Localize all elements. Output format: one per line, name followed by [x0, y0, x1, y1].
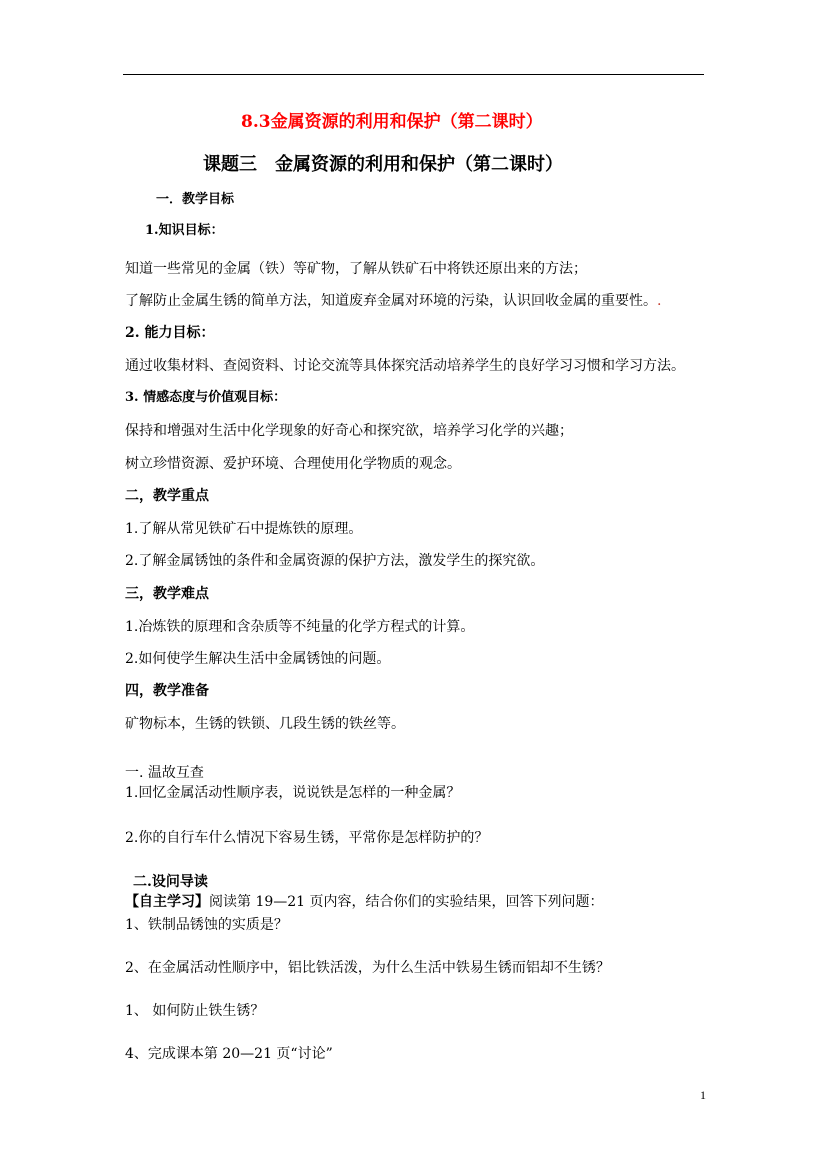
self-study-line: [125, 893, 604, 911]
difficulty-2: 2.如何使学生解决生活中金属锈蚀的问题。: [125, 651, 391, 667]
difficulty-1: 1.冶炼铁的原理和含杂质等不纯量的化学方程式的计算。: [125, 619, 475, 635]
section-2-heading: 二，教学重点: [125, 488, 209, 504]
section-1-heading: 一．教学目标: [156, 192, 235, 207]
emotion-line-2: 树立珍惜资源、爱护环境、合理使用化学物质的观念。: [125, 456, 461, 472]
review-heading: 一. 温故互查: [125, 765, 204, 781]
question-4: 4、完成课本第 20—21 页“讨论”: [125, 1046, 333, 1062]
page-number: 1: [700, 1088, 706, 1102]
question-1: 1、铁制品锈蚀的实质是？: [125, 917, 288, 933]
knowledge-line-2: [125, 292, 661, 310]
self-study-text: 阅读第 19—21 页内容，结合你们的实验结果，回答下列问题：: [209, 894, 604, 910]
key-point-2: 2.了解金属锈蚀的条件和金属资源的保护方法，激发学生的探究欲。: [125, 553, 545, 569]
key-point-1: 1.了解从常见铁矿石中提炼铁的原理。: [125, 521, 363, 537]
question-3: 1、 如何防止铁生锈？: [125, 1003, 265, 1019]
emotion-heading: 3. 情感态度与价值观目标：: [125, 390, 287, 405]
ability-heading: 2. 能力目标：: [125, 325, 215, 341]
section-3-heading: 三，教学难点: [125, 586, 209, 602]
review-question-2: 2.你的自行车什么情况下容易生锈，平常你是怎样防护的？: [125, 830, 489, 846]
emotion-line-1: 保持和增强对生活中化学现象的好奇心和探究欲，培养学习化学的兴趣；: [125, 423, 573, 439]
preparation-1: 矿物标本，生锈的铁锁、几段生锈的铁丝等。: [125, 716, 405, 732]
header-rule: [123, 74, 704, 75]
ability-line-1: 通过收集材料、查阅资料、讨论交流等具体探究活动培养学生的良好学习习惯和学习方法。: [125, 358, 685, 374]
lesson-subtitle: 课题三 金属资源的利用和保护（第二课时）: [203, 154, 563, 175]
section-4-heading: 四，教学准备: [125, 683, 209, 699]
guide-heading: 二.设问导读: [133, 874, 208, 890]
question-2: 2、在金属活动性顺序中，铝比铁活泼，为什么生活中铁易生锈而铝却不生锈？: [125, 960, 610, 976]
self-study-label: 【自主学习】: [125, 894, 209, 910]
knowledge-heading: 1.知识目标：: [145, 223, 224, 238]
knowledge-line-2-tail: .: [657, 293, 662, 309]
review-question-1: 1.回忆金属活动性顺序表，说说铁是怎样的一种金属？: [125, 785, 461, 801]
knowledge-line-2-text: 了解防止金属生锈的简单方法，知道废弃金属对环境的污染，认识回收金属的重要性。: [125, 293, 657, 309]
red-title: 8.3金属资源的利用和保护（第二课时）: [241, 112, 543, 132]
knowledge-line-1: 知道一些常见的金属（铁）等矿物，了解从铁矿石中将铁还原出来的方法；: [125, 261, 587, 277]
